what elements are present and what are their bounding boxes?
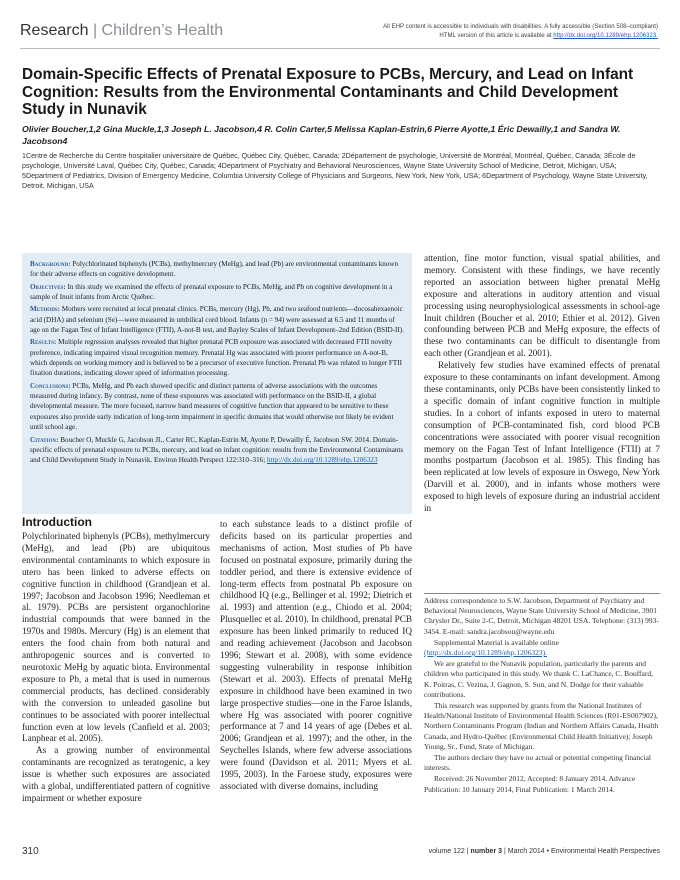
- supplemental-link[interactable]: (http://dx.doi.org/10.1289/ehp.1206323).: [424, 648, 547, 658]
- abstract-citation: [30, 435, 404, 466]
- right-column-text: [424, 253, 660, 515]
- volume: volume 122: [428, 848, 465, 855]
- article-title: Domain-Specific Effects of Prenatal Exposure to PCBs, Mercury, and Lead on Infant Cognition: Results from the Environmental Contaminants and Child Development Study in Nunavik: [22, 66, 634, 119]
- abstract-text: Polychlorinated biphenyls (PCBs), methylmercury (MeHg), and lead (Pb) are environmental contaminants known for their adverse effects on cognitive development.: [30, 260, 399, 279]
- abstract-methods: [30, 304, 404, 335]
- section-label: Research | Children’s Health: [20, 22, 224, 39]
- publication-dates: Received: 26 November 2012, Accepted: 8 January 2014, Advance Publication: 10 January 2014, Final Publication: 1 March 2014.: [424, 774, 636, 794]
- accessibility-note: [278, 22, 658, 40]
- abstract-text: PCBs, MeHg, and Pb each showed specific and distinct patterns of adverse associations with the outcomes measured during infancy. By contrast, none of these exposures was associated with performance on the BSID-II, a global developmental measure. The more focused, narrow band measures of cognitive function that appeared to be sensitive to these exposures also provide early indication of long-term impairment in specific domains that would otherwise not likely be evident until school age.: [30, 381, 394, 432]
- abstract-label: Conclusions:: [30, 381, 71, 390]
- body-paragraph: Relatively few studies have examined effects of prenatal exposure to these contaminants on infant development. Among these contaminants, only PCBs have been consistently linked to a specific domain of infant cognitive function in multiple studies. In a cohort of infants exposed in utero to maternal consumption of PCB-contaminated fish, cord blood PCB concentrations were associated with poorer visual recognition memory on the Fagan Test of Infant Intelligence (FTII) at 7 months postpartum (Jacobson et al. 1985). This finding has been replicated at low levels of exposure in Oswego, New York (Darvill et al. 2000), and in infants whose mothers were exposed to high levels of exposure during an industrial accident in: [424, 360, 660, 514]
- journal-footer: volume 122 | number 3 | March 2014 • Environmental Health Perspectives: [428, 848, 660, 855]
- author-list: Olivier Boucher,1,2 Gina Muckle,1,3 Joseph L. Jacobson,4 R. Colin Carter,5 Melissa Kaplan-Estrin,6 Pierre Ayotte,1 Éric Dewailly,1 and Sandra W. Jacobson4: [22, 124, 621, 146]
- body-paragraph: Polychlorinated biphenyls (PCBs), methylmercury (MeHg), and lead (Pb) are ubiquitous environmental contaminants to which exposure in utero has been linked to adverse effects on cognitive function in childhood (Grandjean et al. 1997; Jacobson and Jacobson 1996; Needleman et al. 1979). PCBs are persistent organochlorine industrial compounds that were banned in the 1970s and 1980s. Mercury (Hg) is an element that enters the food chain from both natural and anthropogenic sources and is converted to neurotoxic MeHg by aquatic biota. Environmental exposure to Pb, a metal that is used in numerous commercial products, has declined considerably with the conversion to unleaded gasoline but continues to be associated with poorer intellectual function even at low levels (Canfield et al. 2003; Lanphear et al. 2005).: [22, 531, 210, 744]
- abstract-text: Multiple regression analyses revealed that higher prenatal PCB exposure was associated with decreased FTII novelty preference, indicating impaired visual recognition memory. Prenatal Hg was associated with poorer performance on A-not-B, which depends on working memory and is believed to be a precursor of executive function. Prenatal Pb was related to longer FTII fixation durations, indicating slower speed of information processing.: [30, 338, 402, 378]
- footnote-divider: [424, 593, 660, 594]
- correspondence-address: Address correspondence to S.W. Jacobson, Department of Psychiatry and Behavioral Neurosciences, Wayne State University School of Medicine, 3901 Chrysler Dr., Suite 2-C, Detroit, Michigan 48201 USA. Telephone: (313) 993-3454. E-mail: sandra.jacobson@wayne.edu: [424, 596, 659, 636]
- abstract-label: Methods:: [30, 305, 60, 314]
- accessibility-note-line-2: [278, 31, 658, 40]
- accessibility-note-text: HTML version of this article is available at: [439, 32, 552, 39]
- abstract-background: [30, 259, 404, 280]
- abstract-label: Background:: [30, 260, 71, 268]
- conflict-statement: The authors declare they have no actual or potential competing financial interests.: [424, 753, 651, 773]
- abstract-box: [22, 253, 412, 514]
- introduction-heading: Introduction: [22, 515, 92, 529]
- supplemental-text: Supplemental Material is available online: [434, 637, 559, 647]
- body-paragraph: As a growing number of environmental contaminants are recognized as teratogenic, a key issue is whether such exposures are associated with a global, undifferentiated pattern of cognitive impairment or whether exposure: [22, 745, 210, 803]
- intro-column-1: [22, 531, 210, 805]
- body-paragraph: attention, fine motor function, visual spatial abilities, and memory. Consistent with these findings, we have recently reported an association between higher prenatal MeHg exposure and alterations in auditory attention and visual processing using neurophysiological assessments in school-age Inuit children (Boucher et al. 2010; Ethier et al. 2012). Given confounding between PCB and MeHg exposure, the effects of these two contaminants can be difficult to disentangle from each other (Grandjean et al. 2001).: [424, 253, 660, 359]
- subsection-name: Children’s Health: [101, 22, 224, 39]
- abstract-label: Results:: [30, 338, 57, 347]
- affiliations: 1Centre de Recherche du Centre hospitalier universitaire de Québec, Québec City, Québec, Canada; 2Département de psychologie, Université de Montréal, Montréal, Québec, Canada; 3École de psychologie, Université Laval, Québec City, Québec, Canada; 4Department of Psychiatry and Behavioral Neurosciences, Wayne State University School of Medicine, Detroit, Michigan, USA; 5Department of Pediatrics, Division of Emergency Medicine, Columbia University College of Physicians and Surgeons, New York, New York, USA; 6Department of Psychology, Wayne State University, Detroit, Michigan, USA: [22, 152, 648, 190]
- footnote-box: [424, 596, 660, 796]
- abstract-label: Citation:: [30, 435, 59, 444]
- abstract-objectives: [30, 282, 404, 303]
- abstract-conclusions: [30, 381, 404, 433]
- page-number: 310: [22, 846, 39, 857]
- section-name: Research: [20, 22, 89, 39]
- issue-number: number 3: [470, 848, 503, 855]
- accessibility-note-line-1: All EHP content is accessible to individuals with disabilities. A fully accessible (Section 508–compliant): [383, 23, 658, 30]
- intro-column-2: [220, 519, 412, 793]
- header-divider: [20, 48, 660, 49]
- acknowledgments: We are grateful to the Nunavik population, particularly the parents and children who participated in this study. We thank C. LaChance, C. Bouffard, K. Poitras, C. Vezina, J. Gagnon, S. Sun, and N. Dodge for their valuable contributions.: [424, 659, 653, 699]
- doi-link[interactable]: http://dx.doi.org/10.1289/ehp.1206323.: [553, 32, 658, 39]
- abstract-results: [30, 337, 404, 378]
- abstract-text: Mothers were recruited at local prenatal clinics. PCBs, mercury (Hg), Pb, and two seafood nutrients—docosahexaenoic acid (DHA) and selenium (Se)—were measured in umbilical cord blood. Infants (n = 94) were assessed at 6.5 and 11 months of age on the Fagan Test of Infant Intelligence (FTII), A-not-B test, and Bayley Scales of Infant Development–2nd Edition (BSID-II).: [30, 305, 404, 335]
- supplemental-note: [424, 638, 660, 658]
- abstract-text: In this study we examined the effects of prenatal exposure to PCBs, MeHg, and Pb on cognitive development in a sample of Inuit infants from Arctic Québec.: [30, 282, 393, 302]
- issue-date: March 2014: [507, 848, 545, 855]
- abstract-text: Boucher O, Muckle G, Jacobson JL, Carter RC, Kaplan-Estrin M, Ayotte P, Dewailly É, Jacobson SW. 2014. Domain-specific effects of prenatal exposure to PCBs, mercury, and lead on infant cognition: results from the Environmental Contaminants and Child Development Study in Nunavik. Environ Health Perspect 122:310–316;: [30, 435, 404, 465]
- abstract-label: Objectives:: [30, 282, 66, 291]
- citation-link[interactable]: http://dx.doi.org/10.1289/ehp.1206323: [267, 456, 378, 465]
- journal-name: Environmental Health Perspectives: [551, 848, 660, 855]
- body-paragraph: to each substance leads to a distinct profile of deficits based on its particular properties and mechanisms of action. Most studies of Pb have focused on postnatal exposure, primarily during the toddler period, and there is extensive evidence of long-term effects from postnatal Pb exposure on childhood IQ (e.g., Bellinger et al. 1992; Dietrich et al. 1993) and attention (e.g., Chiodo et al. 2004; Plusquellec et al. 2010). In childhood, prenatal PCB exposure has been linked primarily to reduced IQ and reading achievement (Jacobson and Jacobson 1996; Stewart et al. 2008), with some evidence suggesting vulnerability in response inhibition (Stewart et al. 2003). Effects of prenatal MeHg exposure in childhood have been examined in two large prospective studies—one in the Faroe Islands, where Hg was associated with poorer cognitive performance at 7 and 14 years of age (Debes et al. 2006; Grandjean et al. 1997); and the other, in the Seychelles Islands, where few adverse associations were found (Davidson et al. 2011; Myers et al. 1995, 2003). In the Faroese study, exposures were associated with diverse domains, including: [220, 519, 412, 791]
- funding-note: This research was supported by grants from the National Institutes of Health/National Institute of Environmental Health Sciences (R01-ES007902), Northern Contaminants Program (Indian and Northern Affairs Canada, Health Canada, and Hydro-Québec (Environmental Child Health Initiative); Joseph Young, Sr., Fund, State of Michigan.: [424, 701, 659, 751]
